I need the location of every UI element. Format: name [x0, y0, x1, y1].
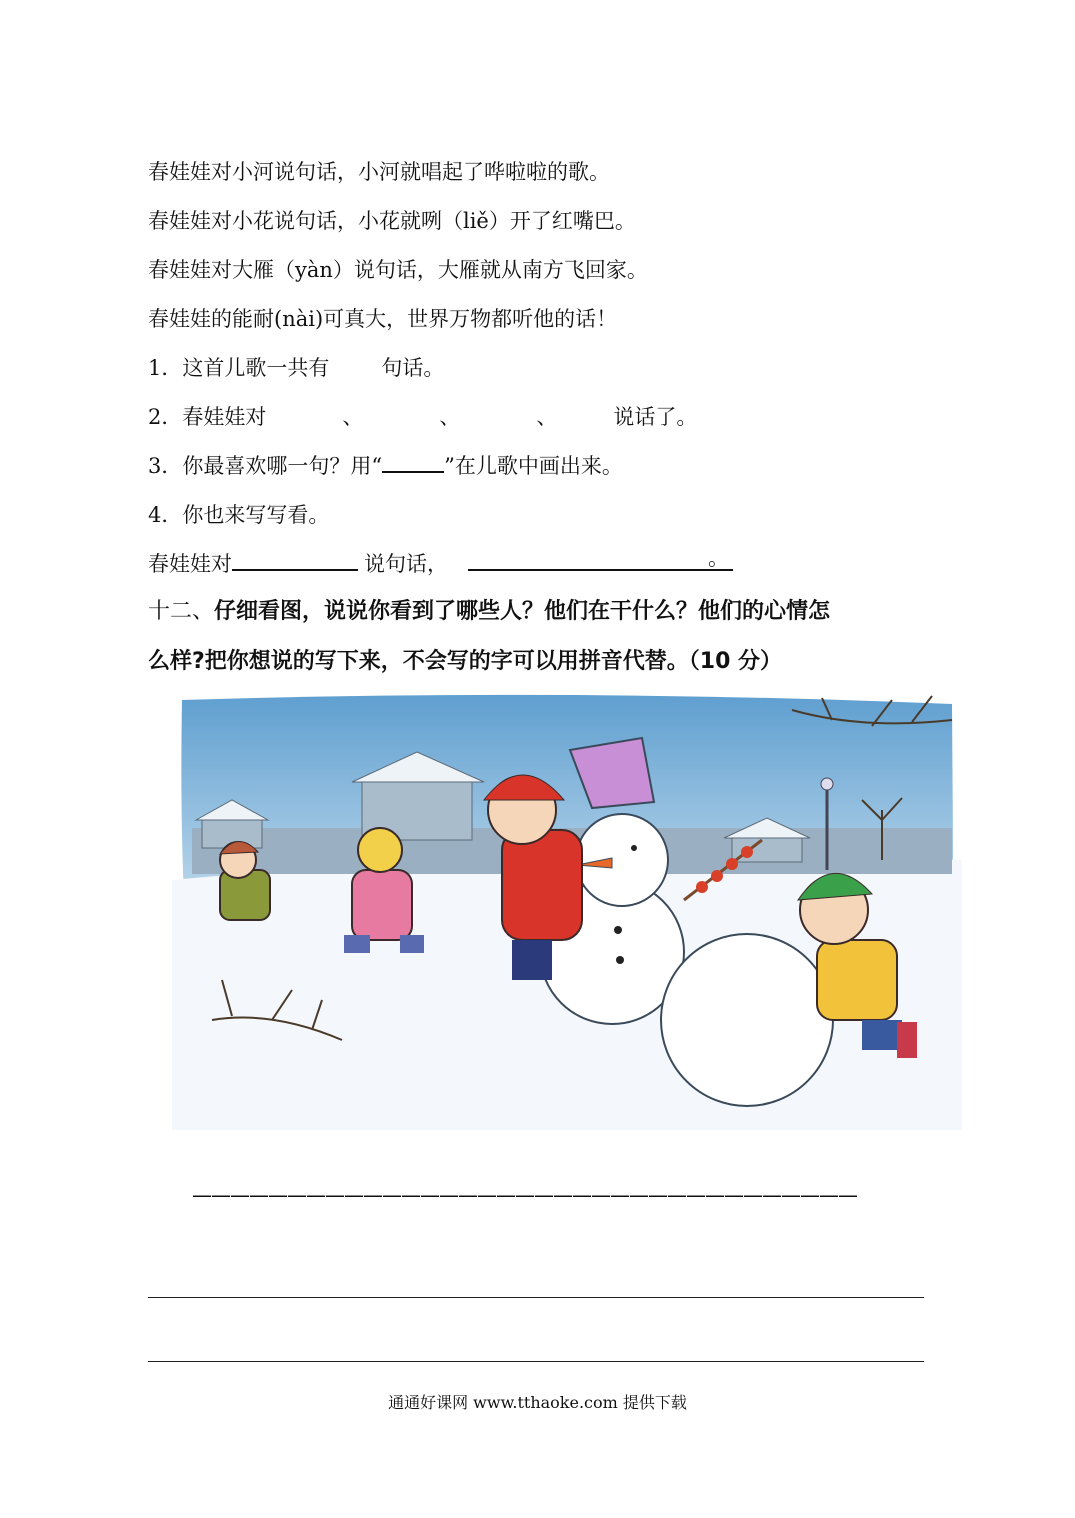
- answer-line-1[interactable]: [148, 1297, 924, 1298]
- poem-line-2: 春娃娃对小花说句话，小花就咧（liě）开了红嘴巴。: [148, 209, 636, 233]
- fill-blank-1[interactable]: [232, 549, 358, 571]
- big-snowball: [661, 934, 833, 1106]
- fill-end: 。: [708, 546, 729, 570]
- question-2-sep-2: 、: [439, 405, 461, 429]
- footer-credit: 通通好课网 www.tthaoke.com 提供下载: [388, 1393, 687, 1412]
- underline-mark: [382, 451, 444, 473]
- question-3-prefix: 3．你最喜欢哪一句？用“: [148, 454, 383, 478]
- question-4: 4．你也来写写看。: [148, 503, 330, 527]
- question-1-prefix: 1．这首儿歌一共有: [148, 356, 330, 380]
- fill-blank-2[interactable]: [468, 546, 733, 571]
- answer-line-2[interactable]: [148, 1361, 924, 1362]
- question-2-suffix: 说话了。: [613, 405, 698, 429]
- fill-middle: 说句话，: [364, 552, 448, 576]
- question-2-sep-3: 、: [536, 405, 558, 429]
- question-3: [148, 451, 623, 481]
- section-12-title-line-2: 么样?把你想说的写下来，不会写的字可以用拼音代替。（10 分）: [148, 649, 783, 674]
- section-12-title-line-1: [148, 596, 830, 628]
- question-1-suffix: 句话。: [381, 356, 445, 380]
- fill-prefix: 春娃娃对: [148, 552, 232, 576]
- poem-line-4: 春娃娃的能耐(nài)可真大，世界万物都听他的话！: [148, 307, 618, 331]
- question-1: [148, 353, 444, 383]
- poem-line-3: 春娃娃对大雁（yàn）说句话，大雁就从南方飞回家。: [148, 258, 648, 282]
- question-2-prefix: 2．春娃娃对: [148, 405, 267, 429]
- question-2: [148, 402, 697, 432]
- question-2-sep-1: 、: [342, 405, 364, 429]
- answer-dash-line[interactable]: ———————————————————————————————————: [192, 1183, 857, 1207]
- question-3-suffix: ”在儿歌中画出来。: [444, 454, 623, 478]
- question-4-fill: [148, 546, 733, 579]
- section-12-title-1: 仔细看图，说说你看到了哪些人？他们在干什么？他们的心情怎: [214, 599, 831, 624]
- section-12-number: 十二、: [148, 599, 215, 624]
- poem-line-1: 春娃娃对小河说句话，小河就唱起了哗啦啦的歌。: [148, 160, 610, 184]
- winter-snowman-illustration: [172, 690, 962, 1130]
